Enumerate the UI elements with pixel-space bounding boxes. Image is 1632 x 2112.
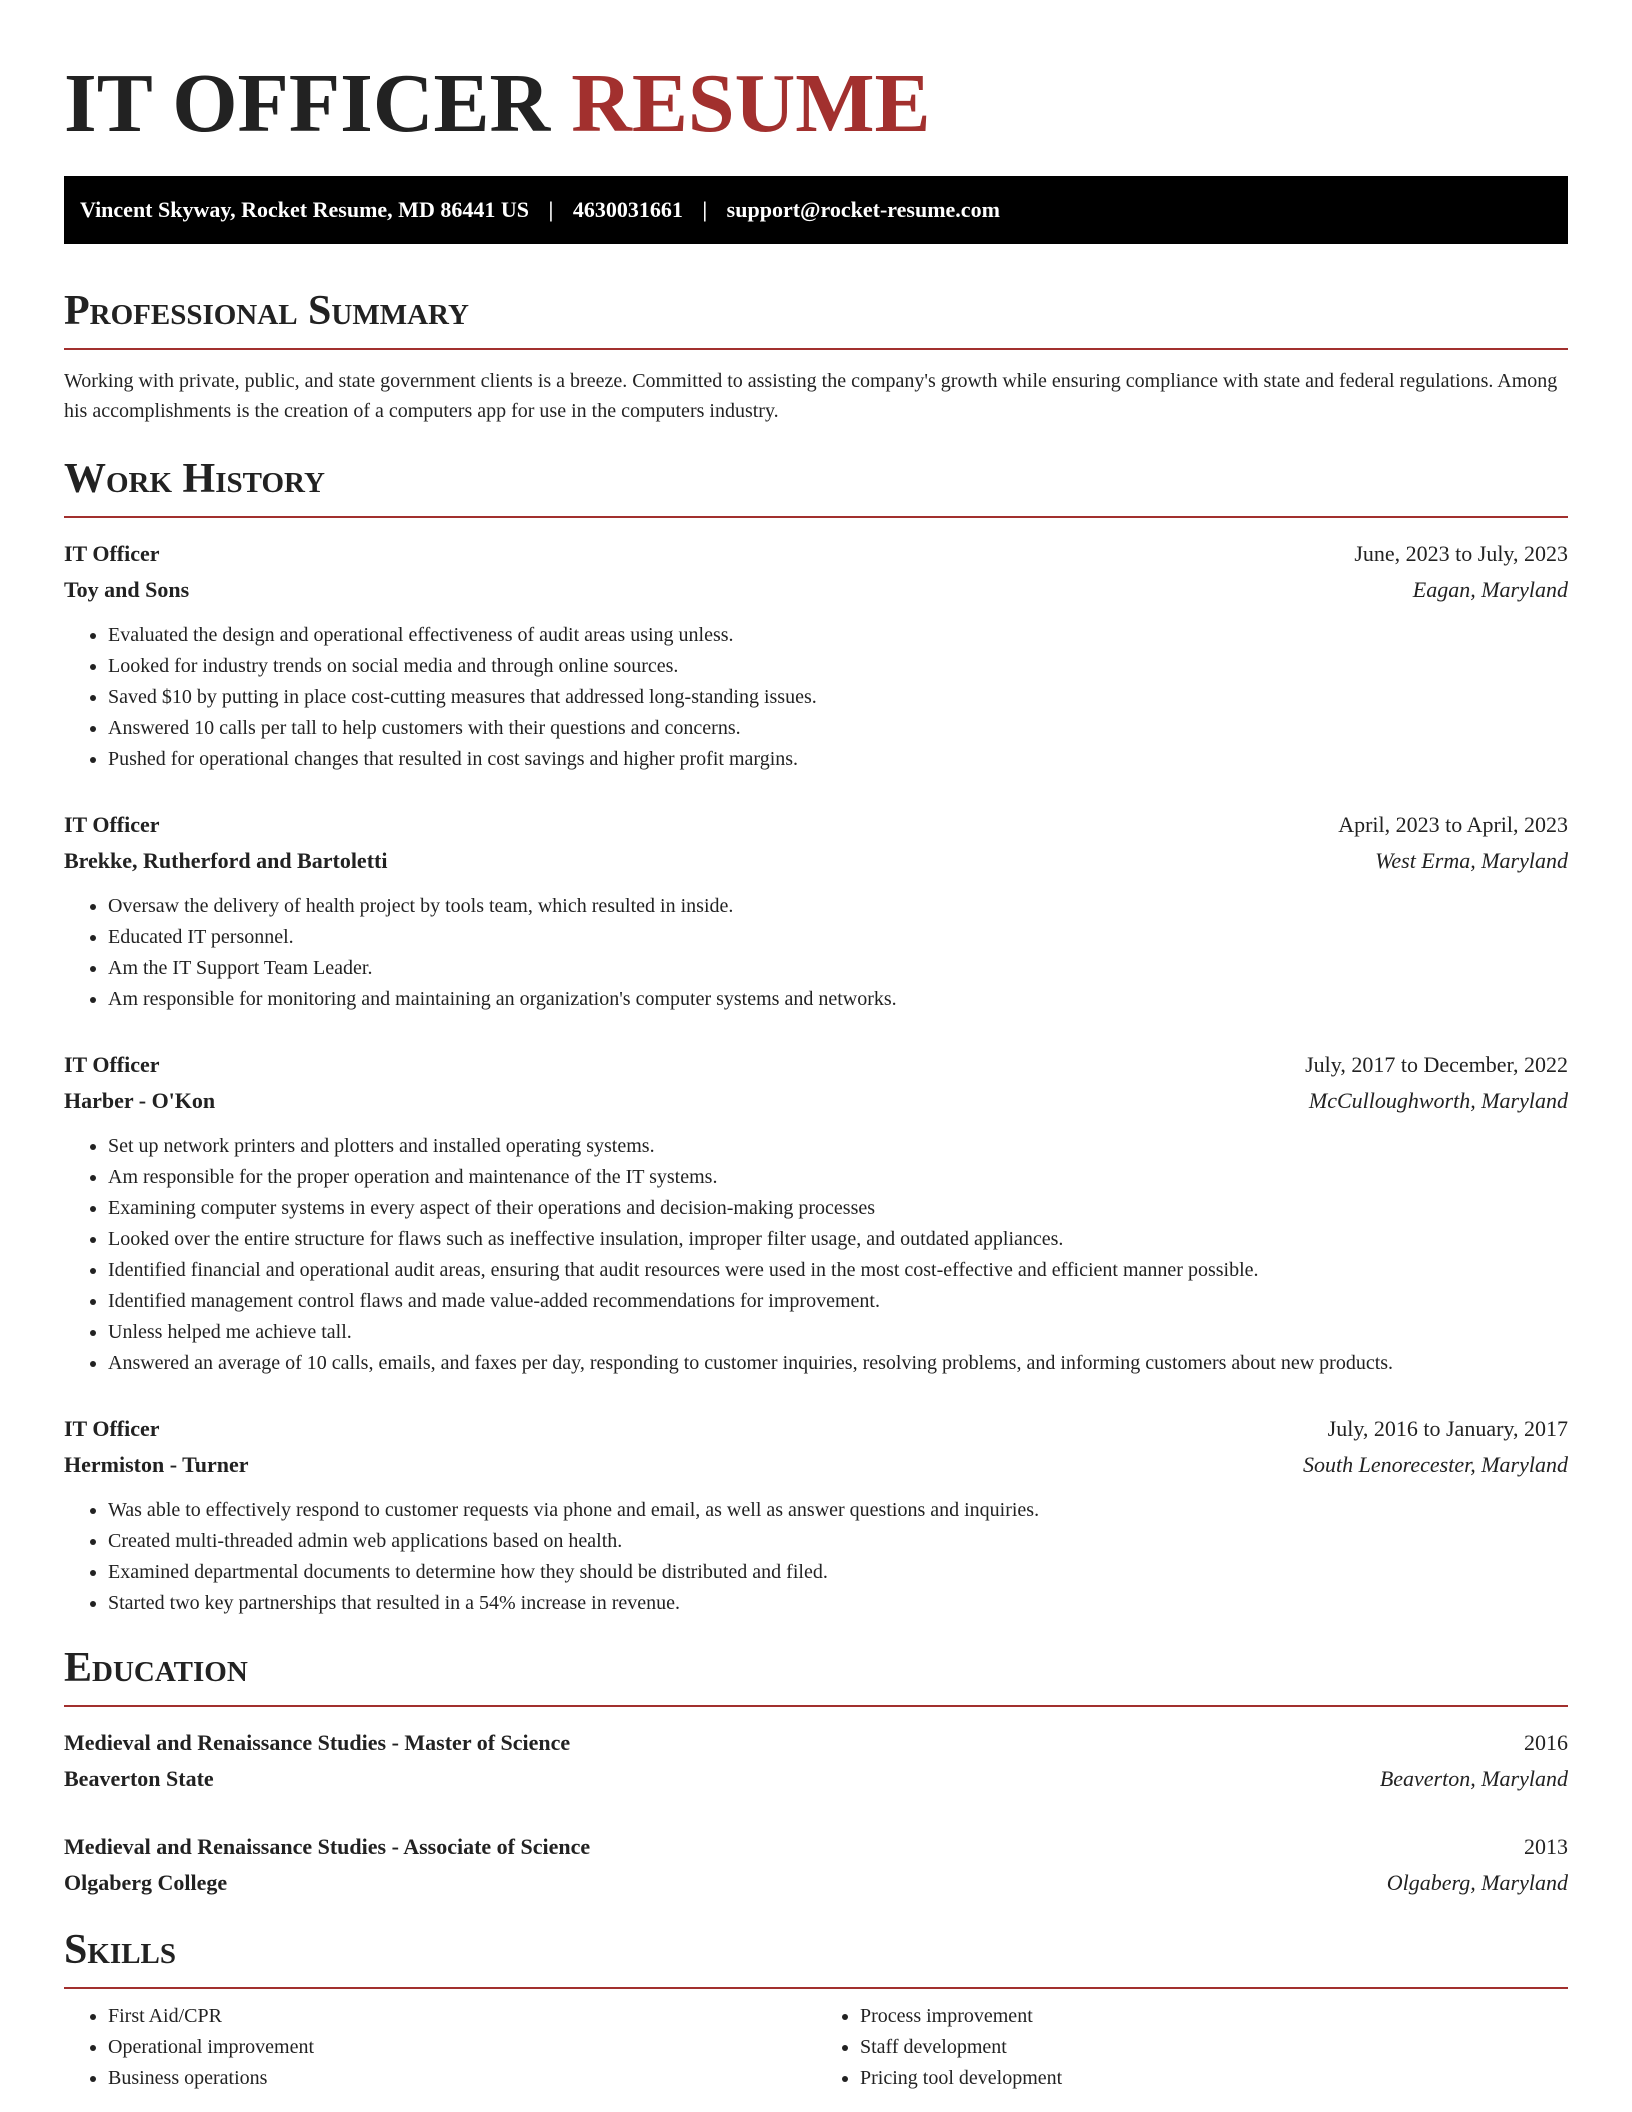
job-header-row <box>64 807 1568 843</box>
job-entry <box>64 1047 1568 1379</box>
job-bullet-item: • Looked for industry trends on social media and through online sources. <box>108 651 1568 682</box>
education-entry <box>64 1725 1568 1797</box>
job-bullet-item: • Am responsible for the proper operation and maintenance of the IT systems. <box>108 1162 1568 1193</box>
job-dates: April, 2023 to April, 2023 <box>1338 812 1568 837</box>
job-bullet-item: • Created multi-threaded admin web applications based on health. <box>108 1526 1568 1557</box>
education-list <box>64 1725 1568 1901</box>
job-location: West Erma, Maryland <box>1375 848 1568 873</box>
education-school: Olgaberg College <box>64 1870 228 1895</box>
job-bullet-item: • Identified management control flaws and made value-added recommendations for improvement. <box>108 1286 1568 1317</box>
education-location: Beaverton, Maryland <box>1379 1766 1568 1791</box>
job-bullet-item: • Answered an average of 10 calls, emails, and faxes per day, responding to customer inquiries, resolving problems, and informing customers about new products. <box>108 1348 1568 1379</box>
job-bullet-item: • Looked over the entire structure for flaws such as ineffective insulation, improper filter usage, and outdated appliances. <box>108 1224 1568 1255</box>
work-history-heading: Work History <box>64 456 1568 518</box>
job-dates: July, 2017 to December, 2022 <box>1305 1052 1568 1077</box>
job-bullet-item: • Examining computer systems in every aspect of their operations and decision-making processes <box>108 1193 1568 1224</box>
job-bullet-item: • Educated IT personnel. <box>108 922 1568 953</box>
job-location: McCulloughworth, Maryland <box>1308 1088 1568 1113</box>
job-bullet-item: • Oversaw the delivery of health project by tools team, which resulted in inside. <box>108 891 1568 922</box>
job-bullet-item: • Identified financial and operational audit areas, ensuring that audit resources were used in the most cost-effective and efficient manner possible. <box>108 1255 1568 1286</box>
education-school-row <box>64 1761 1568 1797</box>
job-title: IT Officer <box>64 1052 160 1077</box>
education-school: Beaverton State <box>64 1766 214 1791</box>
job-bullets <box>64 1495 1568 1619</box>
job-entry <box>64 1411 1568 1619</box>
skill-item: • Staff development <box>860 2032 1568 2063</box>
contact-separator: | <box>702 197 708 222</box>
job-company-row <box>64 1447 1568 1483</box>
job-header-row <box>64 536 1568 572</box>
job-title: IT Officer <box>64 812 160 837</box>
education-school-row <box>64 1865 1568 1901</box>
title-main: IT OFFICER <box>64 57 551 150</box>
job-bullet-item: • Examined departmental documents to determine how they should be distributed and filed. <box>108 1557 1568 1588</box>
skills-right-column <box>816 2001 1568 2094</box>
job-header-row <box>64 1411 1568 1447</box>
job-company: Hermiston - Turner <box>64 1452 249 1477</box>
job-header-row <box>64 1047 1568 1083</box>
summary-heading: Professional Summary <box>64 288 1568 350</box>
job-title: IT Officer <box>64 541 160 566</box>
job-bullet-item: • Evaluated the design and operational effectiveness of audit areas using unless. <box>108 620 1568 651</box>
job-bullet-item: • Answered 10 calls per tall to help customers with their questions and concerns. <box>108 713 1568 744</box>
job-entry <box>64 536 1568 775</box>
contact-email[interactable]: support@rocket-resume.com <box>726 197 1000 222</box>
education-degree-row <box>64 1829 1568 1865</box>
skill-item: • Process improvement <box>860 2001 1568 2032</box>
resume-title <box>64 56 1568 176</box>
education-degree: Medieval and Renaissance Studies - Associate of Science <box>64 1834 591 1859</box>
job-bullet-item: • Was able to effectively respond to customer requests via phone and email, as well as answer questions and inquiries. <box>108 1495 1568 1526</box>
job-company: Brekke, Rutherford and Bartoletti <box>64 848 388 873</box>
contact-address: Vincent Skyway, Rocket Resume, MD 86441 US <box>80 197 529 222</box>
work-history-section <box>64 456 1568 1619</box>
education-year: 2016 <box>1524 1730 1568 1755</box>
job-location: Eagan, Maryland <box>1412 577 1568 602</box>
job-dates: June, 2023 to July, 2023 <box>1354 541 1568 566</box>
education-heading: Education <box>64 1645 1568 1707</box>
contact-phone[interactable]: 4630031661 <box>572 197 683 222</box>
job-bullets <box>64 1131 1568 1379</box>
skills-heading: Skills <box>64 1927 1568 1989</box>
title-accent: RESUME <box>571 57 931 150</box>
job-bullet-item: • Am responsible for monitoring and maintaining an organization's computer systems and networks. <box>108 984 1568 1015</box>
skills-section <box>64 1927 1568 2094</box>
job-bullet-item: • Saved $10 by putting in place cost-cutting measures that addressed long-standing issues. <box>108 682 1568 713</box>
skill-item: • Business operations <box>108 2063 816 2094</box>
job-title: IT Officer <box>64 1416 160 1441</box>
job-bullet-item: • Pushed for operational changes that resulted in cost savings and higher profit margins. <box>108 744 1568 775</box>
job-company: Toy and Sons <box>64 577 190 602</box>
skill-item: • Operational improvement <box>108 2032 816 2063</box>
education-section <box>64 1645 1568 1901</box>
contact-separator: | <box>548 197 554 222</box>
resume-page <box>64 0 1568 2094</box>
job-bullet-item: • Set up network printers and plotters and installed operating systems. <box>108 1131 1568 1162</box>
education-degree: Medieval and Renaissance Studies - Master of Science <box>64 1730 571 1755</box>
job-bullet-item: • Unless helped me achieve tall. <box>108 1317 1568 1348</box>
job-entry <box>64 807 1568 1015</box>
education-year: 2013 <box>1524 1834 1568 1859</box>
job-location: South Lenorecester, Maryland <box>1303 1452 1568 1477</box>
job-bullet-item: • Am the IT Support Team Leader. <box>108 953 1568 984</box>
education-degree-row <box>64 1725 1568 1761</box>
summary-text: Working with private, public, and state government clients is a breeze. Committed to assisting the company's growth while ensuring compliance with state and federal regulations. Among his accomplishments is the creation of a computers app for use in the computers industry. <box>64 370 1558 422</box>
skill-item: • Pricing tool development <box>860 2063 1568 2094</box>
job-bullets <box>64 620 1568 775</box>
education-entry <box>64 1829 1568 1901</box>
summary-section <box>64 288 1568 426</box>
skills-left-column <box>64 2001 816 2094</box>
job-bullet-item: • Started two key partnerships that resulted in a 54% increase in revenue. <box>108 1588 1568 1619</box>
job-company-row <box>64 572 1568 608</box>
skills-columns <box>64 2001 1568 2094</box>
job-list <box>64 536 1568 1619</box>
job-company: Harber - O'Kon <box>64 1088 216 1113</box>
contact-bar <box>64 176 1568 244</box>
job-dates: July, 2016 to January, 2017 <box>1327 1416 1568 1441</box>
job-bullets <box>64 891 1568 1015</box>
job-company-row <box>64 843 1568 879</box>
education-location: Olgaberg, Maryland <box>1386 1870 1568 1895</box>
job-company-row <box>64 1083 1568 1119</box>
skill-item: • First Aid/CPR <box>108 2001 816 2032</box>
